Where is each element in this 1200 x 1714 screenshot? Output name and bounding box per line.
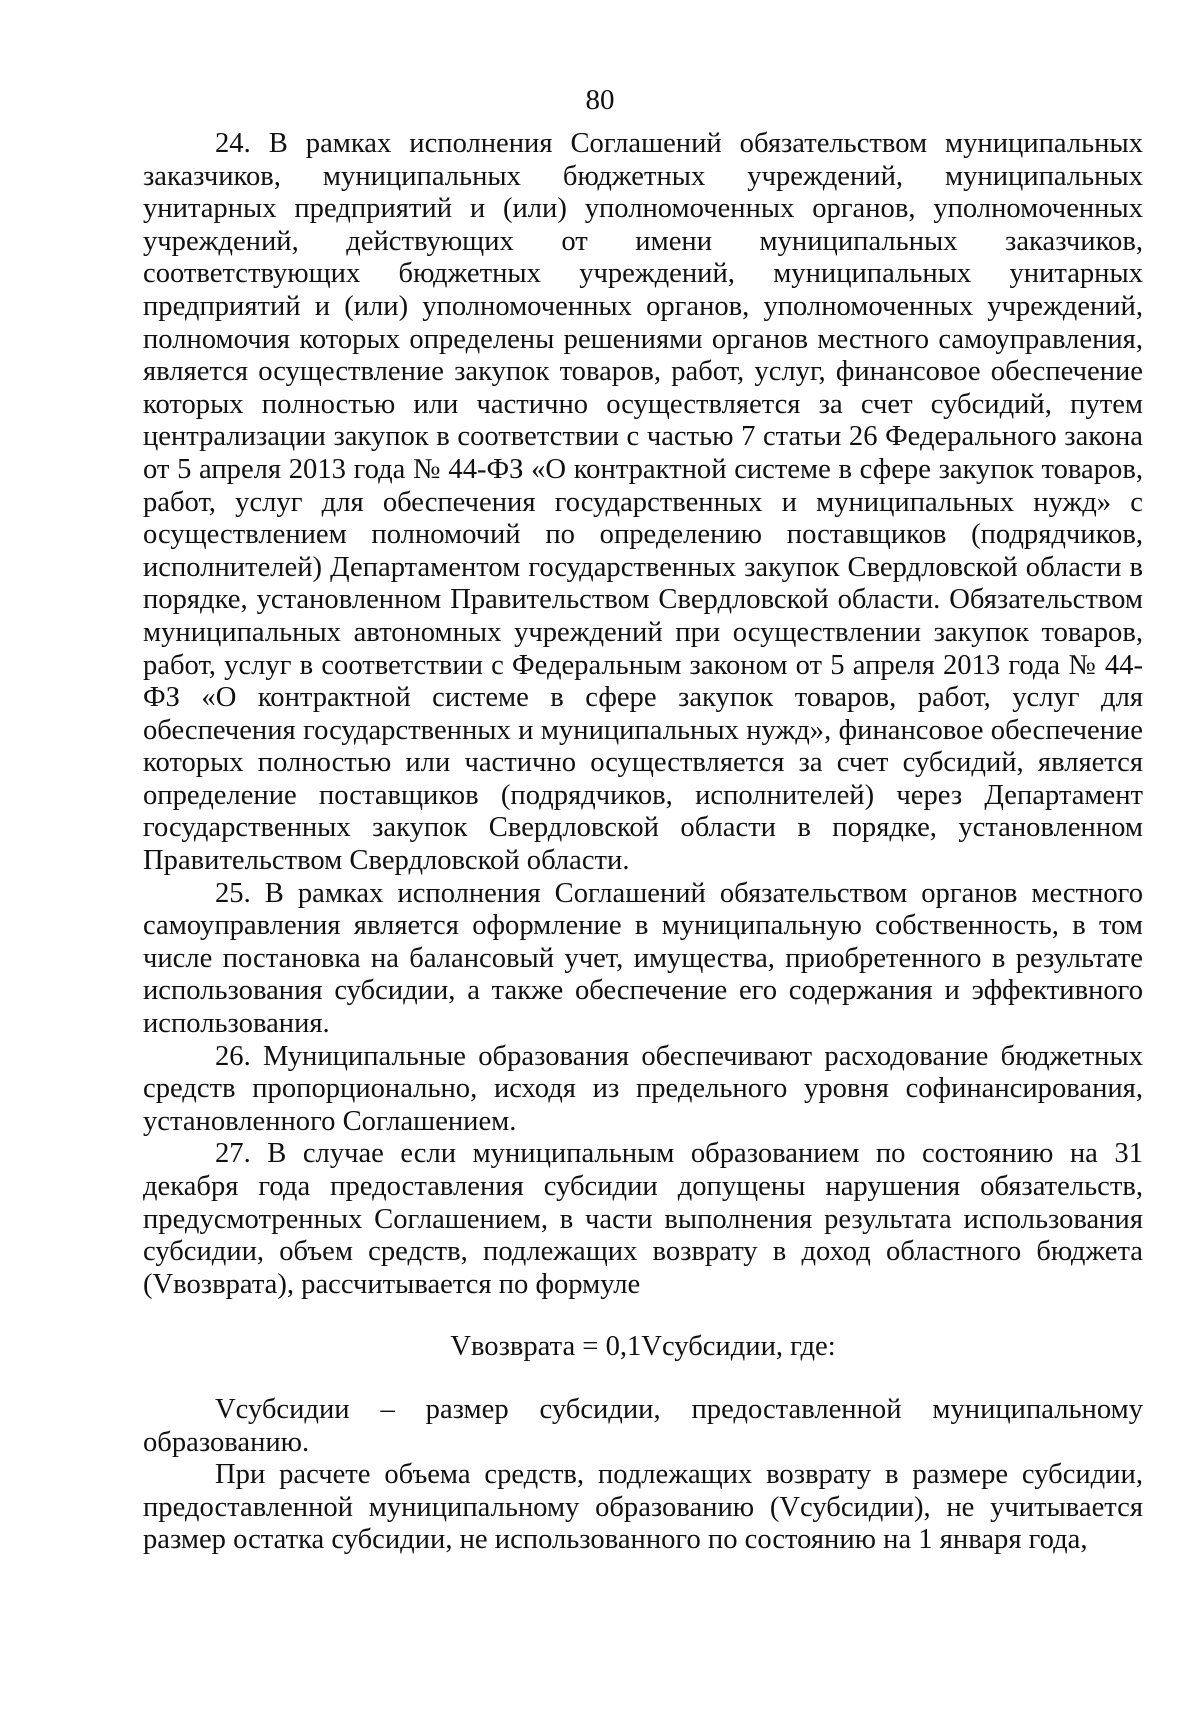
paragraph-25: 25. В рамках исполнения Соглашений обязательством органов местного самоуправления является оформление в муниципальную собственность, в том числе постановка на балансовый учет, имущества, приобретенного в результате использования субсидии, а также обеспечение его содержания и эффективного использования. — [143, 877, 1143, 1040]
page-number: 80 — [585, 84, 615, 116]
formula: Vвозврата = 0,1Vсубсидии, где: — [450, 1331, 836, 1363]
document-body — [143, 128, 1143, 1557]
paragraph-calculation-note: При расчете объема средств, подлежащих возврату в размере субсидии, предоставленной муниципальному образованию (Vсубсидии), не учитывается размер остатка субсидии, не использованного по состоянию на 1 января года, — [143, 1459, 1143, 1556]
paragraph-24: 24. В рамках исполнения Соглашений обязательством муниципальных заказчиков, муниципальных бюджетных учреждений, муниципальных унитарных предприятий и (или) уполномоченных органов, уполномоченных учреждений, действующих от имени муниципальных заказчиков, соответствующих бюджетных учреждений, муниципальных унитарных предприятий и (или) уполномоченных органов, уполномоченных учреждений, полномочия которых определены решениями органов местного самоуправления, является осуществление закупок товаров, работ, услуг, финансовое обеспечение которых полностью или частично осуществляется за счет субсидий, путем централизации закупок в соответствии с частью 7 статьи 26 Федерального закона от 5 апреля 2013 года № 44-ФЗ «О контрактной системе в сфере закупок товаров, работ, услуг для обеспечения государственных и муниципальных нужд» с осуществлением полномочий по определению поставщиков (подрядчиков, исполнителей) Департаментом государственных закупок Свердловской области в порядке, установленном Правительством Свердловской области. Обязательством муниципальных автономных учреждений при осуществлении закупок товаров, работ, услуг в соответствии с Федеральным законом от 5 апреля 2013 года № 44-ФЗ «О контрактной системе в сфере закупок товаров, работ, услуг для обеспечения государственных и муниципальных нужд», финансовое обеспечение которых полностью или частично осуществляется за счет субсидий, является определение поставщиков (подрядчиков, исполнителей) через Департамент государственных закупок Свердловской области в порядке, установленном Правительством Свердловской области. — [143, 128, 1143, 877]
formula-definition: Vсубсидии – размер субсидии, предоставленной муниципальному образованию. — [143, 1393, 1143, 1458]
paragraph-27: 27. В случае если муниципальным образованием по состоянию на 31 декабря года предоставления субсидии допущены нарушения обязательств, предусмотренных Соглашением, в части выполнения результата использования субсидии, объем средств, подлежащих возврату в доход областного бюджета (Vвозврата), рассчитывается по формуле — [143, 1138, 1143, 1300]
paragraph-26: 26. Муниципальные образования обеспечивают расходование бюджетных средств пропорционально, исходя из предельного уровня софинансирования, установленного Соглашением. — [143, 1040, 1143, 1137]
